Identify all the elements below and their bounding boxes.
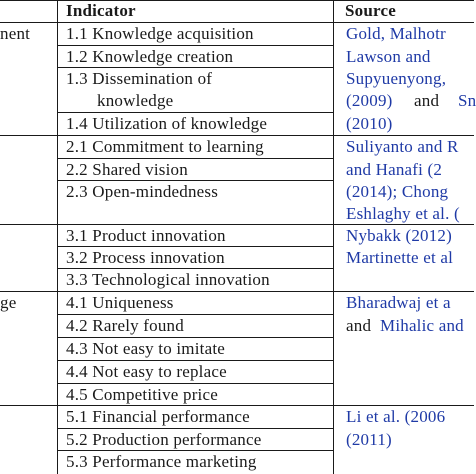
indicator-cell: 5.1 Financial performance (66, 407, 250, 426)
indicator-cell: 2.3 Open-mindedness (66, 182, 219, 201)
indicator-cell: 3.3 Technological innovation (66, 270, 270, 289)
source-cell: Nybakk (2012) (346, 226, 452, 245)
header-indicator: Indicator (66, 1, 136, 20)
dimension-label: ge (0, 293, 17, 312)
source-cell: (2011) (346, 430, 392, 449)
indicator-cell: knowledge (97, 91, 174, 110)
indicator-cell: 1.1 Knowledge acquisition (66, 24, 254, 43)
indicator-cell: 1.4 Utilization of knowledge (66, 114, 268, 133)
dimension-label: nent (0, 24, 31, 43)
source-cell: (2009) (346, 91, 393, 110)
header-source: Source (345, 1, 396, 20)
source-cell: Supyuenyong, (346, 69, 447, 88)
indicator-cell: 4.2 Rarely found (66, 316, 184, 335)
indicator-cell: 3.2 Process innovation (66, 248, 225, 267)
indicator-cell: 4.5 Competitive price (66, 385, 218, 404)
source-cell: Li et al. (2006 (346, 407, 446, 426)
source-cell: Lawson and (346, 47, 431, 66)
source-cell: Gold, Malhotr (346, 24, 446, 43)
indicator-cell: 1.3 Dissemination of (66, 69, 213, 88)
indicator-cell: 3.1 Product innovation (66, 226, 226, 245)
indicator-cell: 4.1 Uniqueness (66, 293, 174, 312)
source-cell: and Hanafi (2 (346, 160, 443, 179)
source-cell: Martinette et al (346, 248, 454, 267)
indicator-cell: 5.2 Production performance (66, 430, 262, 449)
indicator-cell: 2.2 Shared vision (66, 160, 188, 179)
source-cell: Suliyanto and R (346, 137, 459, 156)
source-cell: and (414, 91, 440, 110)
indicator-cell: 5.3 Performance marketing (66, 452, 257, 471)
source-cell: (2010) (346, 114, 393, 133)
col-rule-right (333, 0, 334, 474)
source-cell: Eshlaghy et al. ( (346, 204, 460, 223)
indicator-cell: 2.1 Commitment to learning (66, 137, 264, 156)
source-cell: Mihalic and (380, 316, 464, 335)
indicator-cell: 1.2 Knowledge creation (66, 47, 234, 66)
source-cell: Sn (458, 91, 476, 110)
indicator-cell: 4.3 Not easy to imitate (66, 339, 225, 358)
source-cell: Bharadwaj et a (346, 293, 451, 312)
col-rule-left (57, 0, 58, 474)
source-cell: and (346, 316, 372, 335)
indicator-cell: 4.4 Not easy to replace (66, 362, 227, 381)
source-cell: (2014); Chong (346, 182, 449, 201)
